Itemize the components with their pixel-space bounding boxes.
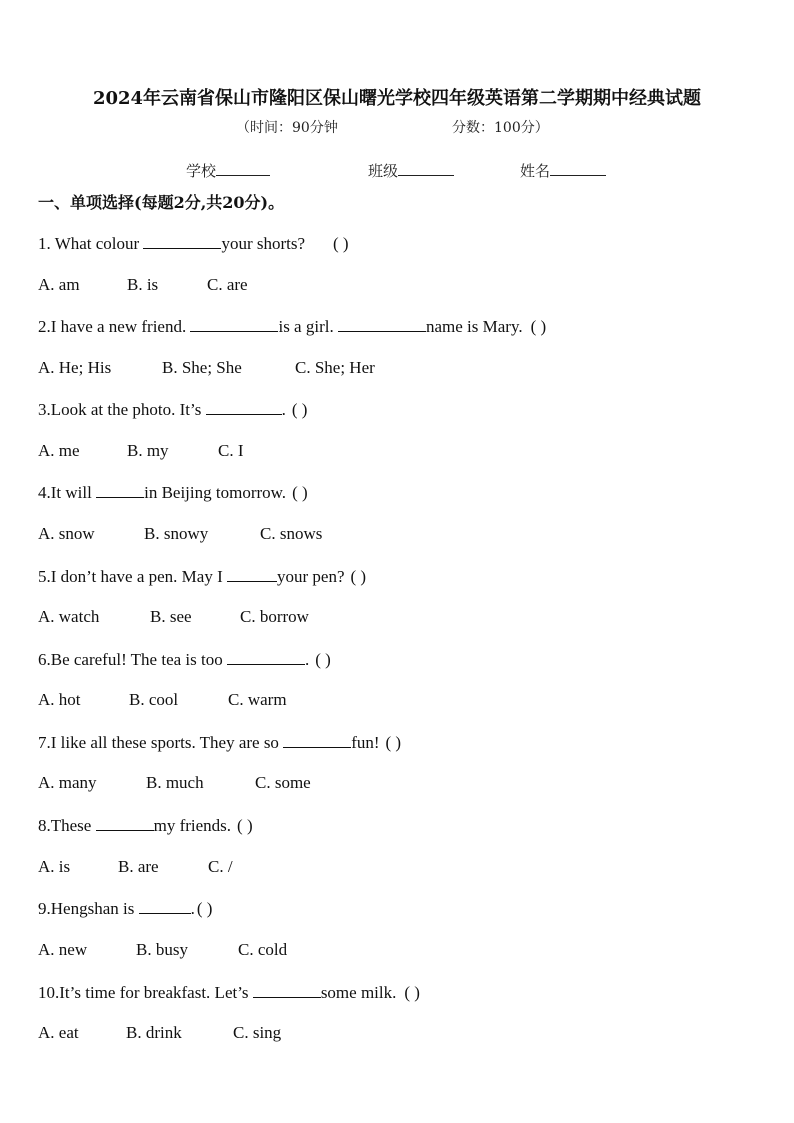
question-text: 1. What colour (38, 234, 144, 253)
question-text: 3.Look at the photo. It’s (38, 400, 206, 419)
answer-blank (139, 898, 191, 914)
option-b: B. see (150, 607, 192, 626)
question-2 (38, 316, 546, 337)
option-a: A. many (38, 773, 97, 792)
section-heading: 一、单项选择(每题2分,共20分)。 (38, 193, 285, 212)
question-text: . (304, 650, 310, 669)
question-9 (38, 898, 212, 919)
option-b: B. my (127, 441, 169, 460)
answer-blank (253, 982, 321, 998)
question-5 (38, 566, 366, 587)
question-text: 7.I like all these sports. They are so (38, 733, 284, 752)
options-5 (38, 607, 309, 627)
school-blank (216, 161, 270, 176)
options-4 (38, 524, 322, 544)
option-a: A. new (38, 940, 88, 959)
exam-time: （时间：90分钟 (236, 120, 338, 136)
answer-parentheses: ( ) (292, 483, 308, 502)
question-text: . (281, 400, 286, 419)
answer-blank (227, 566, 277, 582)
name-blank (550, 161, 606, 176)
question-text: 6.Be careful! The tea is too (38, 650, 227, 669)
answer-parentheses: ( ) (530, 317, 547, 336)
option-b: B. cool (129, 690, 179, 709)
option-b: B. drink (126, 1023, 182, 1042)
option-c: C. some (255, 773, 311, 792)
option-c: C. are (207, 275, 248, 294)
answer-blank (96, 815, 154, 831)
question-3 (38, 399, 307, 420)
exam-score: 分数：100分） (452, 120, 549, 136)
question-10 (38, 982, 420, 1003)
question-text: some milk. (320, 983, 397, 1002)
option-a: A. me (38, 441, 80, 460)
answer-blank (206, 399, 282, 415)
question-text: your shorts? (221, 234, 306, 253)
class-label: 班级 (368, 162, 399, 180)
name-label: 姓名 (520, 162, 551, 180)
option-b: B. snowy (144, 524, 209, 543)
options-3 (38, 441, 244, 461)
option-a: A. is (38, 857, 71, 876)
answer-blank (190, 316, 278, 332)
question-text: 10.It’s time for breakfast. Let’s (38, 983, 253, 1002)
answer-parentheses: ( ) (291, 400, 308, 419)
question-text: fun! (351, 733, 380, 752)
option-c: C. borrow (240, 607, 309, 626)
options-1 (38, 275, 248, 295)
question-6 (38, 649, 331, 670)
option-c: C. cold (238, 940, 288, 959)
answer-parentheses: ( ) (350, 567, 367, 586)
option-c: C. / (208, 857, 233, 876)
question-text: 4.It will (38, 483, 97, 502)
option-b: B. She; She (162, 358, 242, 377)
option-a: A. eat (38, 1023, 79, 1042)
question-text: my friends. (153, 816, 232, 835)
answer-blank (96, 482, 144, 498)
question-1 (38, 233, 349, 254)
options-2 (38, 358, 375, 378)
answer-parentheses: ( ) (333, 234, 349, 253)
question-text: 5.I don’t have a pen. May I (38, 567, 227, 586)
answer-blank (338, 316, 426, 332)
option-c: C. snows (260, 524, 323, 543)
question-7 (38, 732, 401, 753)
option-a: A. snow (38, 524, 95, 543)
question-4 (38, 482, 308, 503)
school-label: 学校 (186, 162, 217, 180)
options-7 (38, 773, 311, 793)
class-blank (398, 161, 454, 176)
question-8 (38, 815, 253, 836)
question-text: name is Mary. (425, 317, 523, 336)
option-b: B. are (118, 857, 159, 876)
option-a: A. watch (38, 607, 100, 626)
options-8 (38, 857, 233, 877)
answer-parentheses: ( ) (315, 650, 331, 669)
question-text: is a girl. (278, 317, 338, 336)
answer-blank (227, 649, 305, 665)
option-c: C. She; Her (295, 358, 375, 377)
options-6 (38, 690, 287, 710)
question-text: . (190, 899, 195, 918)
option-a: A. He; His (38, 358, 112, 377)
name-field (520, 160, 606, 181)
question-text: 9.Hengshan is (38, 899, 139, 918)
options-10 (38, 1023, 281, 1043)
option-c: C. warm (228, 690, 287, 709)
option-b: B. much (146, 773, 204, 792)
options-9 (38, 940, 287, 960)
option-b: B. busy (136, 940, 188, 959)
option-b: B. is (127, 275, 159, 294)
class-field (368, 160, 454, 181)
question-text: in Beijing tomorrow. (144, 483, 287, 502)
option-a: A. am (38, 275, 80, 294)
option-a: A. hot (38, 690, 81, 709)
answer-parentheses: ( ) (404, 983, 420, 1002)
answer-parentheses: ( ) (196, 899, 213, 918)
option-c: C. sing (233, 1023, 282, 1042)
page-title: 2024年云南省保山市隆阳区保山曙光学校四年级英语第二学期期中经典试题 (92, 88, 702, 109)
question-text: 8.These (38, 816, 96, 835)
answer-parentheses: ( ) (385, 733, 402, 752)
option-c: C. I (218, 441, 244, 460)
school-field (186, 160, 270, 181)
answer-blank (143, 233, 221, 249)
answer-parentheses: ( ) (237, 816, 253, 835)
question-text: your pen? (277, 567, 345, 586)
question-text: 2.I have a new friend. (38, 317, 191, 336)
answer-blank (283, 732, 351, 748)
